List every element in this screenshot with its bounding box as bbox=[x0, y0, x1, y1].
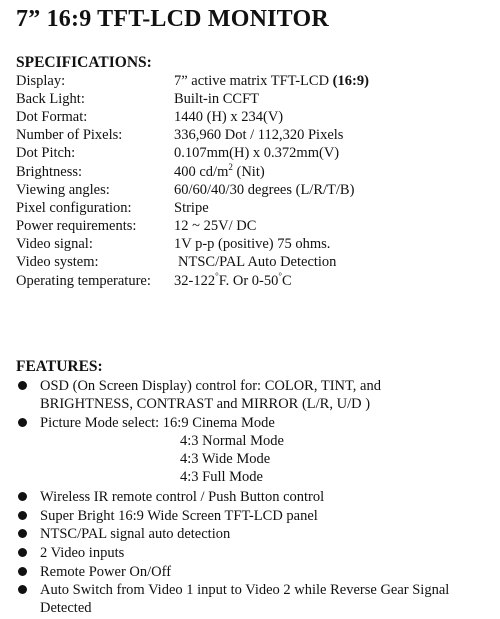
spec-label: Display: bbox=[16, 73, 66, 89]
spec-value: 336,960 Dot / 112,320 Pixels bbox=[174, 127, 344, 143]
feature-text: Picture Mode select: 16:9 Cinema Mode bbox=[40, 415, 275, 431]
feature-text: NTSC/PAL signal auto detection bbox=[40, 526, 231, 542]
page-title: 7” 16:9 TFT-LCD MONITOR bbox=[16, 6, 329, 32]
spec-row-display bbox=[16, 72, 496, 90]
feature-text: Wireless IR remote control / Push Button control bbox=[40, 489, 325, 505]
spec-value: NTSC/PAL Auto Detection bbox=[178, 254, 337, 270]
spec-value: 7” active matrix TFT-LCD (16:9) bbox=[174, 73, 369, 89]
spec-value: 60/60/40/30 degrees (L/R/T/B) bbox=[174, 182, 355, 198]
spec-label: Video system: bbox=[16, 254, 99, 270]
spec-label: Operating temperature: bbox=[16, 273, 151, 289]
spec-row-operating-temp bbox=[16, 272, 496, 290]
spec-value: 400 $cd/m^2$ (Nit) bbox=[174, 162, 265, 180]
spec-value: Built-in CCFT bbox=[174, 91, 260, 107]
spec-label: Dot Pitch: bbox=[16, 145, 76, 161]
spec-row-viewing-angles bbox=[16, 181, 496, 199]
spec-value: 12 ~ 25V/ DC bbox=[174, 218, 257, 234]
spec-row-dot-format bbox=[16, 108, 496, 126]
feature-text: Remote Power On/Off bbox=[40, 564, 172, 580]
features-heading: FEATURES: bbox=[16, 358, 103, 375]
feature-text: Super Bright 16:9 Wide Screen TFT-LCD panel bbox=[40, 508, 318, 524]
spec-row-video-signal bbox=[16, 235, 496, 253]
feature-text: 2 Video inputs bbox=[40, 545, 125, 561]
bullet-icon bbox=[18, 418, 27, 427]
spec-label: Pixel configuration: bbox=[16, 200, 132, 216]
spec-value: 0.107mm(H) x 0.372mm(V) bbox=[174, 145, 340, 161]
spec-row-pixels bbox=[16, 126, 496, 144]
spec-label: Viewing angles: bbox=[16, 182, 110, 198]
bullet-icon bbox=[18, 567, 27, 576]
spec-row-backlight bbox=[16, 90, 496, 108]
picture-mode-wide: 4:3 Wide Mode bbox=[180, 451, 271, 467]
bullet-icon bbox=[18, 381, 27, 390]
spec-value: Stripe bbox=[174, 200, 209, 216]
spec-label: Power requirements: bbox=[16, 218, 137, 234]
feature-text: Auto Switch from Video 1 input to Video 2 while Reverse Gear Signal Detected bbox=[40, 582, 450, 616]
spec-label: Number of Pixels: bbox=[16, 127, 123, 143]
bullet-icon bbox=[18, 492, 27, 501]
spec-value: 1V p-p (positive) 75 ohms. bbox=[174, 236, 331, 252]
spec-row-video-system bbox=[16, 253, 496, 271]
bullet-icon bbox=[18, 585, 27, 594]
spec-label: Brightness: bbox=[16, 164, 83, 180]
spec-label: Dot Format: bbox=[16, 109, 88, 125]
bullet-icon bbox=[18, 548, 27, 557]
picture-mode-normal: 4:3 Normal Mode bbox=[180, 433, 284, 449]
spec-row-dot-pitch bbox=[16, 144, 496, 162]
bullet-icon bbox=[18, 511, 27, 520]
picture-mode-full: 4:3 Full Mode bbox=[180, 469, 263, 485]
spec-label: Back Light: bbox=[16, 91, 85, 107]
spec-row-pixel-config bbox=[16, 199, 496, 217]
bullet-icon bbox=[18, 529, 27, 538]
spec-label: Video signal: bbox=[16, 236, 93, 252]
feature-text: OSD (On Screen Display) control for: COLOR, TINT, and BRIGHTNESS, CONTRAST and MIRROR (L/R, U/D ) bbox=[40, 378, 381, 412]
specifications-heading: SPECIFICATIONS: bbox=[16, 54, 152, 71]
spec-row-brightness bbox=[16, 163, 496, 181]
spec-value: 1440 (H) x 234(V) bbox=[174, 109, 284, 125]
spec-row-power bbox=[16, 217, 496, 235]
spec-value: 32-122°F. Or 0-50°C bbox=[174, 271, 292, 289]
